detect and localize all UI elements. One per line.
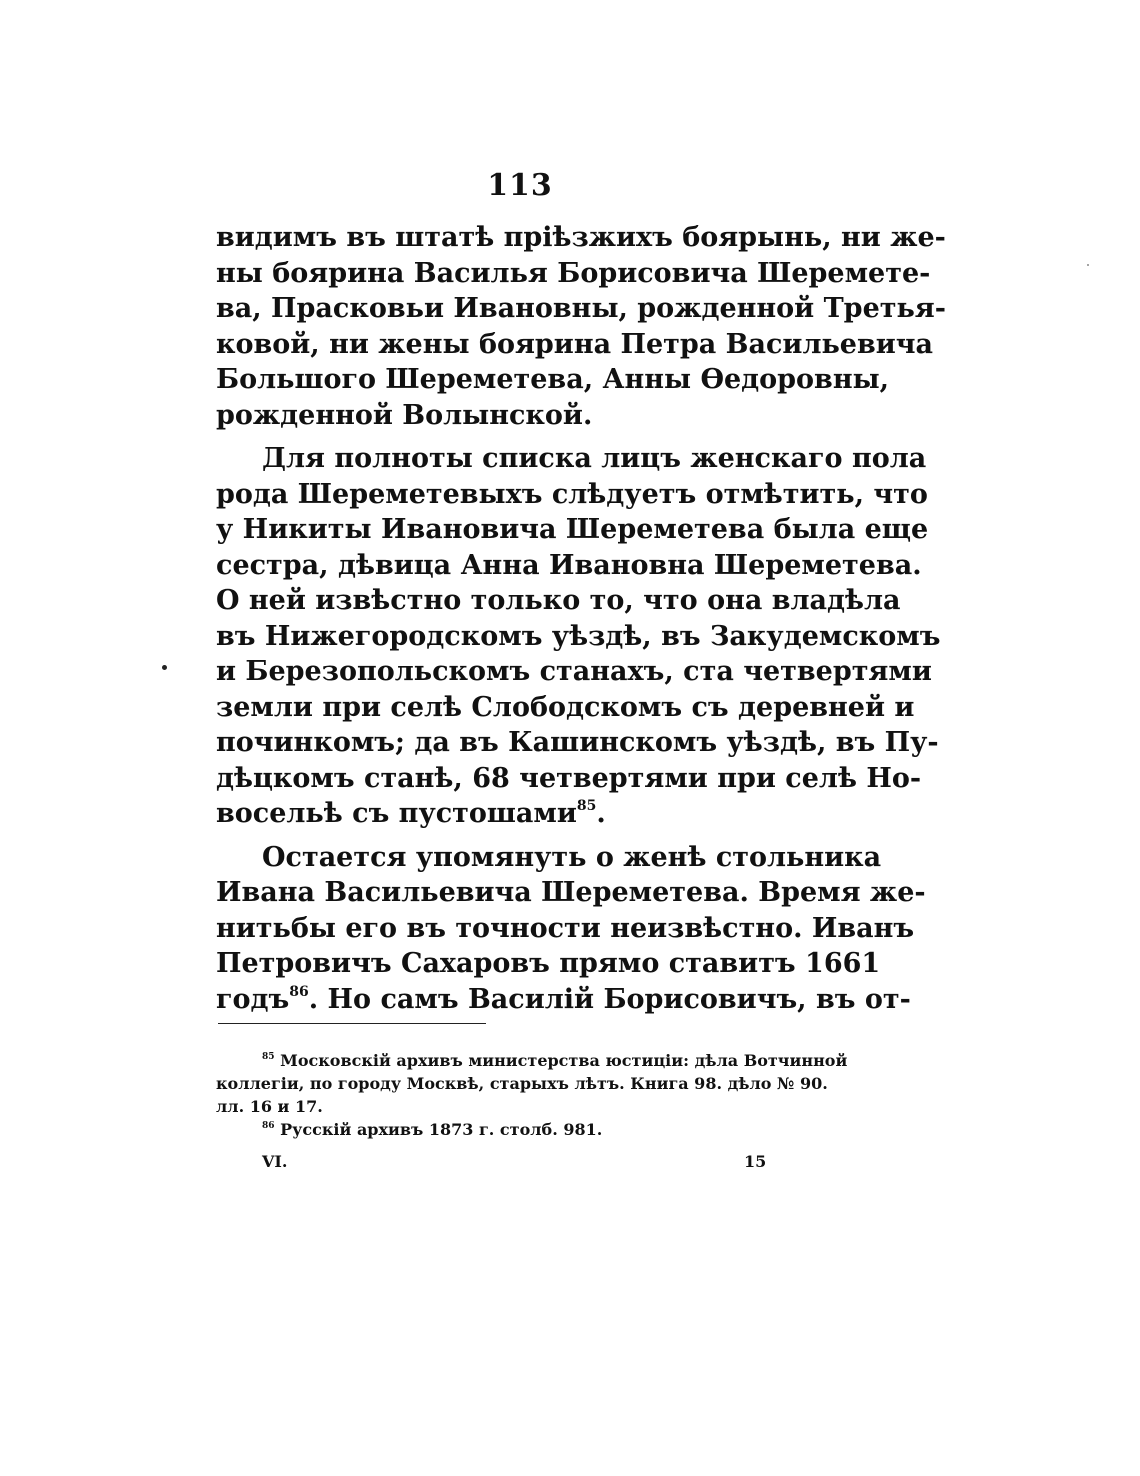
text-fragment: годъ (216, 983, 290, 1015)
text-line: рожденной Волынской. (216, 399, 593, 431)
footnote-line (216, 1050, 848, 1073)
text-line: Большого Шереметева, Анны Ѳедоровны, (216, 364, 890, 395)
text-fragment: восельѣ съ пустошами (216, 798, 577, 829)
text-fragment: . (596, 798, 606, 829)
text-line (216, 982, 911, 1018)
text-line: ковой, ни жены боярина Петра Васильевича (216, 328, 934, 360)
text-line: видимъ въ штатѣ прiѣзжихъ боярынь, ни же- (216, 222, 946, 253)
page-number: 113 (487, 168, 553, 203)
footnote-line (216, 1119, 806, 1142)
text-line: рода Шереметевыхъ слѣдуетъ отмѣтить, что (216, 478, 928, 510)
footnote-line: лл. 16 и 17. (216, 1097, 323, 1116)
text-line: у Никиты Ивановича Шереметева была еще (216, 514, 929, 545)
footnotes (216, 1050, 848, 1142)
text-fragment: Русскiй архивъ 1873 г. столб. 981. (280, 1120, 603, 1139)
text-line: сестра, дѣвица Анна Ивановна Шереметева. (216, 549, 922, 581)
text-line: въ Нижегородскомъ уѣздѣ, въ Закудемскомъ (216, 620, 941, 652)
signature-mark-right: 15 (744, 1152, 767, 1171)
scan-speck (1087, 264, 1089, 266)
text-line: ва, Прасковьи Ивановны, рожденной Третья- (216, 293, 946, 324)
text-line: Остается упомянуть о женѣ стольника (262, 841, 882, 873)
text-line: О ней извѣстно только то, что она владѣла (216, 585, 901, 616)
text-line: починкомъ; да въ Кашинскомъ уѣздѣ, въ Пу- (216, 727, 939, 758)
body-text (216, 220, 946, 1017)
footnote-marker: 86 (262, 1121, 275, 1131)
text-line: и Березопольскомъ станахъ, ста четвертями (216, 656, 932, 687)
text-line: Для полноты списка лицъ женскаго пола (262, 443, 927, 474)
footnote-separator (218, 1023, 486, 1024)
text-fragment: . Но самъ Василiй Борисовичъ, въ от- (308, 983, 911, 1015)
text-line: ны боярина Василья Борисовича Шереметe- (216, 257, 931, 289)
footnote-line: коллегiи, по городу Москвѣ, старыхъ лѣтъ. Книга 98. дѣло № 90. (216, 1074, 828, 1093)
footnote-ref-85[interactable]: 85 (576, 798, 597, 814)
text-line: дѣцкомъ станѣ, 68 четвертями при селѣ Но- (216, 762, 922, 794)
text-line: нитьбы его въ точности неизвѣстно. Иванъ (216, 912, 915, 944)
footnote-marker: 85 (262, 1052, 275, 1062)
scan-speck (162, 665, 167, 670)
signature-mark-left: VI. (262, 1152, 288, 1171)
text-line (216, 796, 806, 832)
text-fragment: Московскiй архивъ министерства юстицiи: дѣла Вотчинной (280, 1051, 848, 1070)
text-line: Ивана Васильевича Шереметева. Время же- (216, 877, 926, 908)
text-line: Петровичъ Сахаровъ прямо ставитъ 1661 (216, 948, 881, 979)
footnote-ref-86[interactable]: 86 (289, 983, 309, 1000)
text-line: земли при селѣ Слободскомъ съ деревней и (216, 691, 915, 723)
